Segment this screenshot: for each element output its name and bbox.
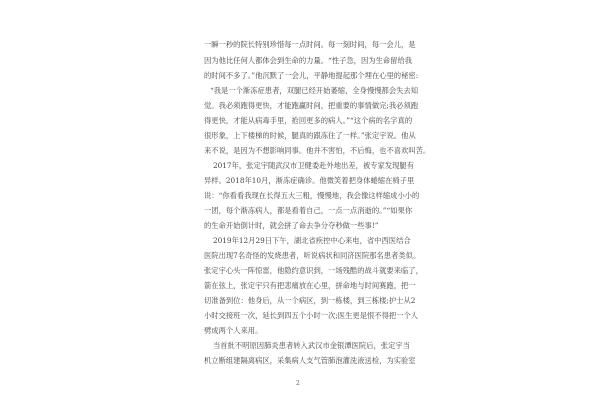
text-line: 来不说，是因为不想影响同事。他并不害怕，不后悔，也不喜欢叫苦。 [204,146,431,155]
text-line: 的生命开始倒计时，就会拼了命去争分夺秒做一些事!” [204,221,379,230]
text-line: 劈成两个人来用。 [204,326,263,335]
text-line: 机立断组建隔离病区，采集病人支气管肺泡灌洗液送检，为实验室 [204,356,416,365]
text-line: 觉。我必须跑得更快，才能跑赢时间，把重要的事情做完;我必须跑 [204,101,419,110]
text-line: 得更快，才能从病毒手里，抢回更多的病人。”“这个病的名字真的 [204,116,413,125]
text-line: 2017年，张定宇随武汉市卫健委赴外地出差，被专家发现腿有 [213,161,414,170]
text-line: 异样。2018年10月，渐冻症确诊。他微笑着把身体蜷缩在椅子里 [204,176,415,185]
text-line: 箭在弦上，张定宇只有把悲痛放在心里，拼命地与时间赛跑，把一 [204,281,416,290]
text-line: 一瞬一秒的院长特别珍惜每一点时间。每一刻时间，每一会儿，是 [204,40,416,49]
text-line: 说：“你看看我现在长得五大三粗，慢慢地，我会像这样缩成小小的 [204,191,420,200]
text-line: 一团，每个渐冻病人，都是看着自己，一点一点消逝的。”“如果你 [204,206,413,215]
page-number: 2 [296,380,300,387]
text-line: 小时交接班一次，延长到四五个小时一次;医生更是恨不得把一个人 [204,311,419,320]
text-line: 的时间不多了。”他沉默了一会儿，平静地提起那个埋在心里的秘密: [204,71,419,80]
text-line: 张定宇心头一阵惊雷，他隐约意识到，一场残酷的战斗就要来临了， [204,266,423,275]
text-line: “我是一个渐冻症患者，双腿已经开始萎缩，全身慢慢都会失去知 [210,86,419,95]
text-line: 当首批不明原因肺炎患者转入武汉市金银潭医院后，张定宇当 [213,341,411,350]
text-line: 很形象，上下楼梯的时候，腿真的跟冻住了一样。”张定宇说。他从 [204,131,416,140]
text-line: 因为他比任何人都体会到生命的力量。“性子急，因为生命留给我 [204,56,413,65]
text-line: 切准备到位：他身后，从一个病区，到一栋楼，到三栋楼;护士从2 [204,296,416,305]
text-line: 2019年12月29日下午，湖北省疾控中心来电，省中西医结合 [213,236,411,245]
text-line: 医院出现7名奇怪的发烧患者，听说病状和同济医院那名患者类似。 [204,251,421,260]
